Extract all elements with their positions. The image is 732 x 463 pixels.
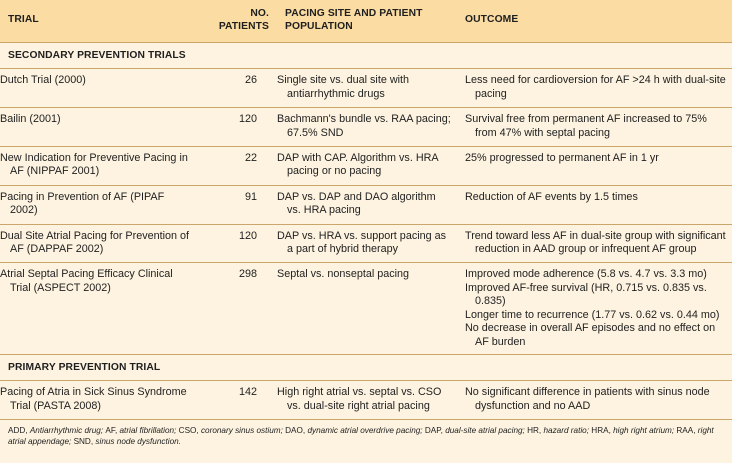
footnote-def: hazard ratio;: [543, 426, 592, 436]
footnote-def: Antiarrhythmic drug;: [29, 426, 106, 436]
outcome-text: Improved mode adherence (5.8 vs. 4.7 vs. 3.3 mo): [465, 268, 707, 281]
footnote-def: high right atrium;: [613, 426, 677, 436]
footnote-row: [0, 420, 732, 452]
outcome-cell: [457, 224, 732, 263]
table-row: [0, 185, 732, 224]
outcome-cell: [457, 263, 732, 354]
header-trial: TRIAL: [0, 0, 197, 43]
abbreviations-footnote: [0, 420, 732, 452]
pacing-site: Bachmann's bundle vs. RAA pacing; 67.5% SND: [277, 108, 457, 147]
pacing-site: DAP with CAP. Algorithm vs. HRA pacing or no pacing: [277, 147, 457, 186]
outcome-text: Trend toward less AF in dual-site group with significant reduction in AAD group or infrequent AF group: [465, 229, 726, 256]
footnote-def: dynamic atrial overdrive pacing;: [307, 426, 425, 436]
trial-name: Pacing in Prevention of AF (PIPAF 2002): [0, 185, 197, 224]
trial-name: Dual Site Atrial Pacing for Prevention of AF (DAPPAF 2002): [0, 224, 197, 263]
outcome-text: Longer time to recurrence (1.77 vs. 0.62 vs. 0.44 mo): [465, 308, 720, 321]
header-row: [0, 0, 732, 43]
header-pacing: PACING SITE AND PATIENT POPULATION: [277, 0, 457, 43]
pacing-site: DAP vs. HRA vs. support pacing as a part of hybrid therapy: [277, 224, 457, 263]
table-row: [0, 108, 732, 147]
header-outcome: OUTCOME: [457, 0, 732, 43]
footnote-abbr: RAA,: [676, 426, 698, 436]
section-title-primary: PRIMARY PREVENTION TRIAL: [0, 354, 732, 380]
section-title-secondary: SECONDARY PREVENTION TRIALS: [0, 43, 732, 69]
footnote-abbr: DAO,: [285, 426, 308, 436]
patient-count: 298: [197, 263, 277, 354]
section-row-secondary: [0, 43, 732, 69]
trial-name: Atrial Septal Pacing Efficacy Clinical Trial (ASPECT 2002): [0, 263, 197, 354]
outcome-text: No significant difference in patients with sinus node dysfunction and no AAD: [465, 386, 710, 412]
patient-count: 26: [197, 69, 277, 108]
patient-count: 142: [197, 381, 277, 420]
footnote-def: dual-site atrial pacing;: [445, 426, 528, 436]
trial-name: Pacing of Atria in Sick Sinus Syndrome Trial (PASTA 2008): [0, 381, 197, 420]
footnote-abbr: HRA,: [591, 426, 614, 436]
header-patients: NO. PATIENTS: [197, 0, 277, 43]
footnote-abbr: CSO,: [178, 426, 201, 436]
outcome-text: Less need for cardioversion for AF >24 h with dual-site pacing: [465, 74, 726, 100]
outcome-cell: [457, 381, 732, 420]
outcome-text: 25% progressed to permanent AF in 1 yr: [465, 152, 659, 165]
patient-count: 22: [197, 147, 277, 186]
footnote-abbr: HR,: [527, 426, 544, 436]
section-row-primary: [0, 354, 732, 380]
table-row: [0, 381, 732, 420]
patient-count: 120: [197, 108, 277, 147]
outcome-cell: [457, 108, 732, 147]
footnote-abbr: DAP,: [424, 426, 446, 436]
footnote-def: atrial fibrillation;: [119, 426, 179, 436]
footnote-def: coronary sinus ostium;: [200, 426, 286, 436]
trial-name: Bailin (2001): [0, 108, 197, 147]
footnote-abbr: AF,: [105, 426, 120, 436]
table-row: [0, 224, 732, 263]
outcome-text: Improved AF-free survival (HR, 0.715 vs. 0.835 vs. 0.835): [465, 281, 707, 308]
pacing-site: Single site vs. dual site with antiarrhythmic drugs: [277, 69, 457, 108]
outcome-cell: [457, 69, 732, 108]
footnote-abbr: ADD,: [8, 426, 30, 436]
outcome-text: Survival free from permanent AF increased to 75% from 47% with septal pacing: [465, 113, 707, 139]
pacing-site: High right atrial vs. septal vs. CSO vs. dual-site right atrial pacing: [277, 381, 457, 420]
outcome-text: Reduction of AF events by 1.5 times: [465, 190, 638, 203]
trial-name: Dutch Trial (2000): [0, 69, 197, 108]
pacing-site: Septal vs. nonseptal pacing: [277, 263, 457, 354]
table-row: [0, 263, 732, 354]
patient-count: 120: [197, 224, 277, 263]
outcome-text: No decrease in overall AF episodes and no effect on AF burden: [465, 322, 716, 348]
outcome-cell: [457, 147, 732, 186]
footnote-def: right atrial appendage;: [8, 426, 714, 447]
patient-count: 91: [197, 185, 277, 224]
table-row: [0, 147, 732, 186]
table-row: [0, 69, 732, 108]
pacing-site: DAP vs. DAP and DAO algorithm vs. HRA pacing: [277, 185, 457, 224]
outcome-cell: [457, 185, 732, 224]
footnote-def: sinus node dysfunction.: [95, 437, 181, 447]
footnote-abbr: SND,: [73, 437, 96, 447]
trial-name: New Indication for Preventive Pacing in AF (NIPPAF 2001): [0, 147, 197, 186]
